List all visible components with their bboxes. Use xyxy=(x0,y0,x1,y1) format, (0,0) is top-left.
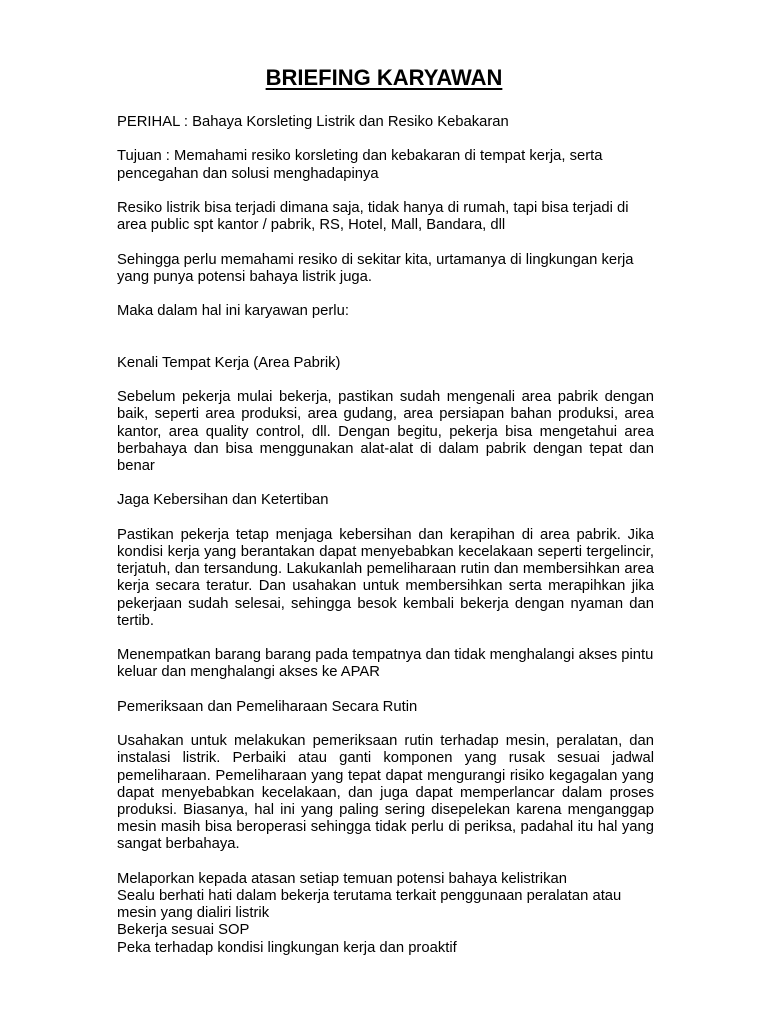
section-heading-kebersihan: Jaga Kebersihan dan Ketertiban xyxy=(117,492,329,509)
tujuan-paragraph: Tujuan : Memahami resiko korsleting dan kebakaran di tempat kerja, serta pencegahan dan solusi menghadapinya xyxy=(117,148,603,182)
document-body xyxy=(117,114,654,957)
title-text: BRIEFING KARYAWAN xyxy=(265,65,503,90)
closing-line-peka: Peka terhadap kondisi lingkungan kerja dan proaktif xyxy=(117,939,457,956)
section-paragraph-kenali: Sebelum pekerja mulai bekerja, pastikan sudah mengenali area pabrik dengan baik, seperti area produksi, area gudang, area persiapan bahan produksi, area kantor, area quality control, dll. Dengan begitu, pekerja bisa mengetahui area berbahaya dan bisa menggunakan alat-alat di dalam pabrik dengan tepat dan benar xyxy=(117,389,654,474)
perihal-line: PERIHAL : Bahaya Korsleting Listrik dan Resiko Kebakaran xyxy=(117,114,509,130)
resiko-paragraph: Resiko listrik bisa terjadi dimana saja, tidak hanya di rumah, tapi bisa terjadi di area public spt kantor / pabrik, RS, Hotel, Mall, Bandara, dll xyxy=(117,199,629,234)
section-paragraph-kebersihan: Pastikan pekerja tetap menjaga kebersihan dan kerapihan di area pabrik. Jika kondisi kerja yang berantakan dapat menyebabkan kecelakaan seperti tergelincir, terjatuh, dan tersandung. Lakukanlah pemeliharaan rutin dan membersihkan area kerja secara teratur. Dan usahakan untuk membersihkan serta merapihkan jika pekerjaan sudah selesai, sehingga besok kembali bekerja dengan nyaman dan tertib. xyxy=(117,526,654,629)
section-heading-pemeriksaan: Pemeriksaan dan Pemeliharaan Secara Rutin xyxy=(117,698,418,715)
maka-paragraph: Maka dalam hal ini karyawan perlu: xyxy=(117,303,349,320)
section-paragraph-akses: Menempatkan barang barang pada tempatnya dan tidak menghalangi akses pintu keluar dan menghalangi akses ke APAR xyxy=(117,647,654,681)
closing-list xyxy=(117,871,654,957)
closing-line-berhati-hati: Sealu berhati hati dalam bekerja terutama terkait penggunaan peralatan atau mesin yang dialiri listrik xyxy=(117,887,622,922)
section-paragraph-pemeriksaan: Usahakan untuk melakukan pemeriksaan rutin terhadap mesin, peralatan, dan instalasi listrik. Perbaiki atau ganti komponen yang rusak sesuai jadwal pemeliharaan. Pemeliharaan yang tepat dapat mengurangi risiko kegagalan yang dapat menyebabkan kecelakaan, dan juga dapat memperlancar dalam proses produksi. Biasanya, hal ini yang paling sering disepelekan karena menganggap mesin masih bisa beroperasi sehingga tidak perlu di periksa, padahal itu hal yang sangat berbahaya. xyxy=(117,733,654,853)
closing-line-melaporkan: Melaporkan kepada atasan setiap temuan potensi bahaya kelistrikan xyxy=(117,870,567,887)
sehingga-paragraph: Sehingga perlu memahami resiko di sekitar kita, urtamanya di lingkungan kerja yang punya potensi bahaya listrik juga. xyxy=(117,251,634,285)
section-heading-kenali: Kenali Tempat Kerja (Area Pabrik) xyxy=(117,354,341,371)
closing-line-sop: Bekerja sesuai SOP xyxy=(117,922,250,939)
page-title xyxy=(0,64,768,92)
